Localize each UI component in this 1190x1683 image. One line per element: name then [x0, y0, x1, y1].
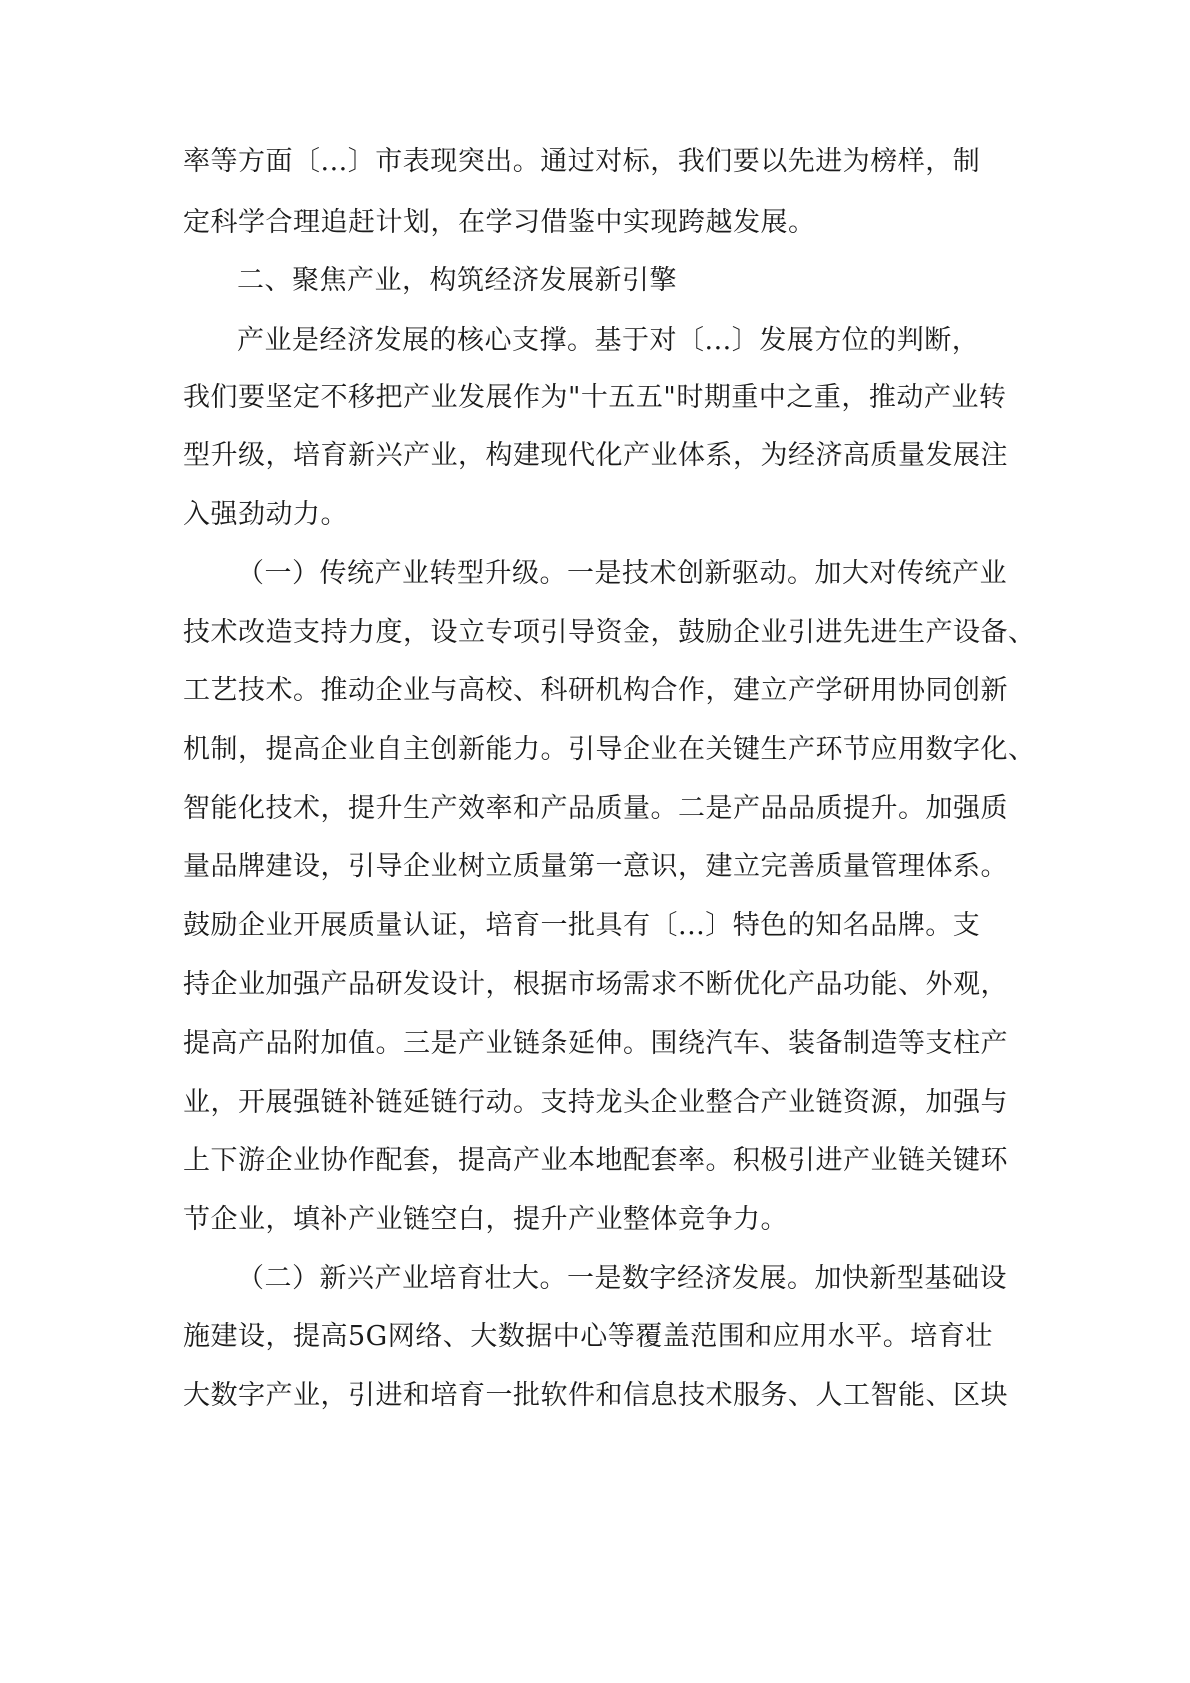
text-line: 机制，提高企业自主创新能力。引导企业在关键生产环节应用数字化、	[183, 734, 1036, 765]
text-line: 智能化技术，提升生产效率和产品质量。二是产品品质提升。加强质	[183, 793, 1008, 824]
text-line: 产业是经济发展的核心支撑。基于对〔...〕发展方位的判断，	[237, 325, 980, 356]
text-line: 型升级，培育新兴产业，构建现代化产业体系，为经济高质量发展注	[183, 440, 1008, 471]
text-line: 工艺技术。推动企业与高校、科研机构合作，建立产学研用协同创新	[183, 675, 1008, 706]
subsection-line: （一）传统产业转型升级。一是技术创新驱动。加大对传统产业	[237, 558, 1007, 589]
text-line: 定科学合理追赶计划，在学习借鉴中实现跨越发展。	[183, 207, 816, 238]
text-line: 持企业加强产品研发设计，根据市场需求不断优化产品功能、外观，	[183, 969, 1008, 1000]
section-heading: 二、聚焦产业，构筑经济发展新引擎	[237, 265, 677, 296]
text-line: 大数字产业，引进和培育一批软件和信息技术服务、人工智能、区块	[183, 1380, 1008, 1411]
text-line: 提高产品附加值。三是产业链条延伸。围绕汽车、装备制造等支柱产	[183, 1028, 1008, 1059]
text-line: 量品牌建设，引导企业树立质量第一意识，建立完善质量管理体系。	[183, 851, 1008, 882]
text-line: 节企业，填补产业链空白，提升产业整体竞争力。	[183, 1204, 788, 1235]
text-line: 率等方面〔...〕市表现突出。通过对标，我们要以先进为榜样，制	[183, 146, 981, 177]
text-line: 施建设，提高5G网络、大数据中心等覆盖范围和应用水平。培育壮	[183, 1321, 993, 1352]
text-line: 上下游企业协作配套，提高产业本地配套率。积极引进产业链关键环	[183, 1145, 1008, 1176]
text-line: 业，开展强链补链延链行动。支持龙头企业整合产业链资源，加强与	[183, 1087, 1008, 1118]
subsection-line: （二）新兴产业培育壮大。一是数字经济发展。加快新型基础设	[237, 1263, 1007, 1294]
text-line: 技术改造支持力度，设立专项引导资金，鼓励企业引进先进生产设备、	[183, 617, 1036, 648]
text-line: 鼓励企业开展质量认证，培育一批具有〔...〕特色的知名品牌。支	[183, 910, 981, 941]
text-line: 入强劲动力。	[183, 499, 348, 530]
text-line: 我们要坚定不移把产业发展作为"十五五"时期重中之重，推动产业转	[183, 382, 1007, 413]
